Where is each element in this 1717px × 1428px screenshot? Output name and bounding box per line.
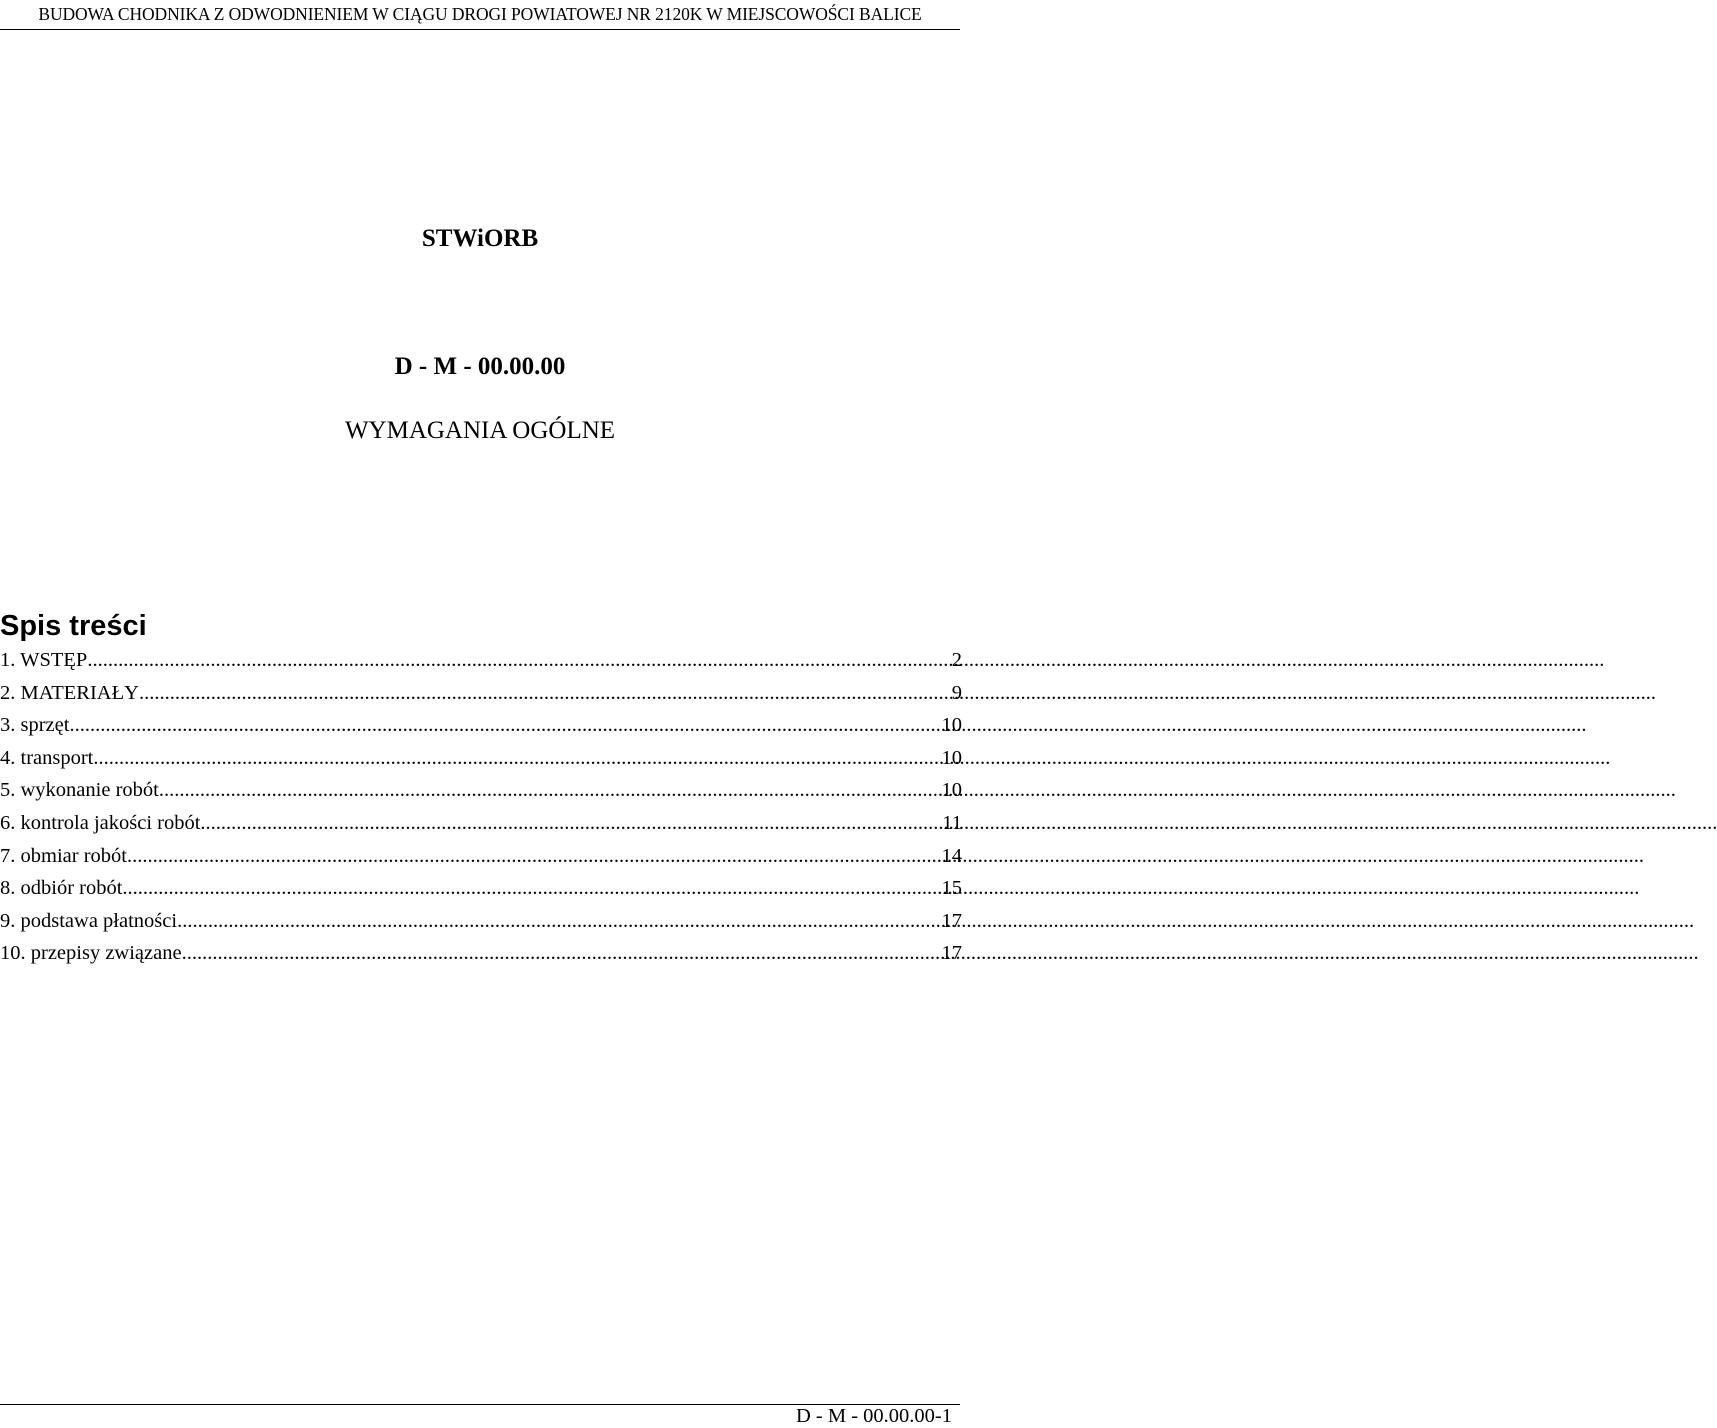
toc-entry[interactable] (0, 906, 962, 939)
toc-leader-dots (200, 808, 942, 838)
toc-entry-label: 5. wykonanie robót (0, 779, 159, 802)
running-header (0, 0, 960, 30)
toc-entry[interactable] (0, 808, 962, 841)
document-abbrev: STWiORB (421, 225, 539, 252)
toc-entry-page: 11 (942, 811, 962, 834)
toc-entry-label: 1. WSTĘP (0, 649, 88, 671)
toc-entry-page: 9 (951, 681, 962, 704)
toc-leader-dots (139, 678, 952, 708)
toc-entry[interactable] (0, 678, 962, 711)
toc-entry-page: 17 (941, 909, 962, 932)
toc-entry[interactable] (0, 938, 962, 971)
toc-entry-page: 10 (941, 714, 962, 737)
toc-entry[interactable] (0, 775, 962, 808)
toc-entry-page: 10 (941, 746, 962, 769)
toc-leader-dots (87, 645, 951, 675)
toc-leader-dots (122, 873, 941, 903)
toc-entry-label: 2. MATERIAŁY (0, 681, 139, 704)
toc-entry[interactable] (0, 645, 962, 678)
toc-entry-page: 17 (941, 942, 962, 965)
toc-leader-dots (93, 743, 941, 773)
footer-page-ref: D - M - 00.00.00-1 (795, 1405, 952, 1427)
toc-entry-label: 3. sprzęt (0, 714, 70, 737)
header-title: BUDOWA CHODNIKA Z ODWODNIENIEM W CIĄGU DROGI POWIATOWEJ NR 2120K W MIEJSCOWOŚCI BALICE (38, 4, 922, 24)
document-subtitle: WYMAGANIA OGÓLNE (344, 417, 616, 444)
toc-entry[interactable] (0, 743, 962, 776)
toc-entry[interactable] (0, 873, 962, 906)
table-of-contents (0, 645, 962, 971)
toc-leader-dots (69, 710, 941, 740)
toc-entry-page: 14 (941, 844, 962, 867)
toc-entry-label: 7. obmiar robót (0, 844, 127, 867)
specification-code: D - M - 00.00.00 (394, 353, 566, 380)
toc-entry-label: 8. odbiór robót (0, 877, 123, 900)
toc-entry-label: 4. transport (0, 746, 94, 769)
toc-entry-page: 10 (941, 779, 962, 802)
toc-leader-dots (159, 775, 942, 805)
toc-entry[interactable] (0, 841, 962, 874)
toc-leader-dots (127, 841, 942, 871)
toc-entry-label: 6. kontrola jakości robót (0, 811, 201, 834)
toc-entry-page: 2 (951, 649, 962, 671)
toc-entry-label: 9. podstawa płatności (0, 909, 178, 932)
toc-entry-page: 15 (941, 877, 962, 900)
toc-entry[interactable] (0, 710, 962, 743)
toc-leader-dots (177, 906, 941, 936)
toc-entry-label: 10. przepisy związane (0, 942, 182, 965)
toc-title: Spis treści (0, 610, 147, 642)
toc-leader-dots (182, 938, 942, 968)
